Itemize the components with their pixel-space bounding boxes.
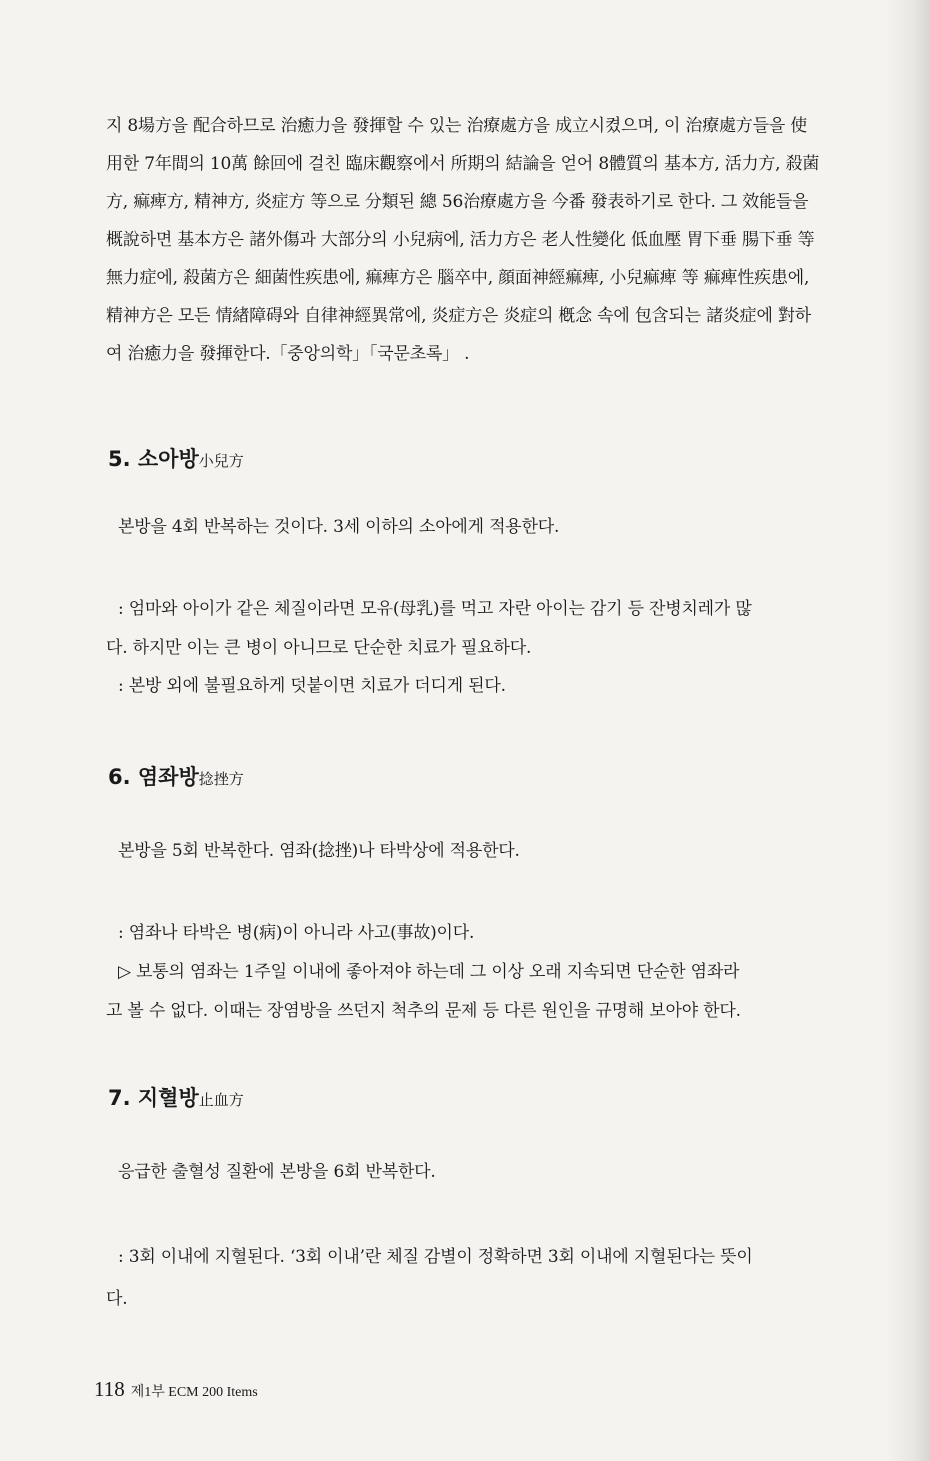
- section-5-heading: [108, 446, 244, 474]
- section-6-heading: [108, 764, 244, 792]
- section-5-line: 본방을 4회 반복하는 것이다. 3세 이하의 소아에게 적용한다.: [118, 517, 560, 537]
- paragraph-line: 用한 7年間의 10萬 餘回에 걸친 臨床觀察에서 所期의 結論을 얻어 8體質의 基本方, 活力方, 殺菌: [106, 154, 820, 174]
- paragraph-line: 지 8場方을 配合하므로 治癒力을 發揮할 수 있는 治療處方을 成立시켰으며, 이 治療處方들을 使: [106, 116, 808, 136]
- section-5-line: : 엄마와 아이가 같은 체질이라면 모유(母乳)를 먹고 자란 아이는 감기 등 잔병치레가 많: [118, 599, 752, 619]
- running-title: 제1부 ECM 200 Items: [130, 1385, 258, 1400]
- section-7-heading: [108, 1085, 244, 1113]
- section-7-line: 다.: [106, 1289, 128, 1309]
- paragraph-line: 概說하면 基本方은 諸外傷과 大部分의 小兒病에, 活力方은 老人性變化 低血壓 胃下垂 腸下垂 等: [106, 230, 815, 250]
- section-6-line: ▷ 보통의 염좌는 1주일 이내에 좋아져야 하는데 그 이상 오래 지속되면 단순한 염좌라: [118, 962, 740, 982]
- paragraph-line: 方, 痲痺方, 精神方, 炎症方 等으로 分類된 總 56治療處方을 今番 發表하기로 한다. 그 效能들을: [106, 192, 809, 212]
- section-5-line: : 본방 외에 불필요하게 덧붙이면 치료가 더디게 된다.: [118, 676, 506, 696]
- page-number: 118: [94, 1377, 125, 1401]
- section-6-line: : 염좌나 타박은 병(病)이 아니라 사고(事故)이다.: [118, 923, 475, 943]
- page-edge-shadow: [886, 0, 930, 1461]
- paragraph-line: 無力症에, 殺菌方은 細菌性疾患에, 痲痺方은 腦卒中, 顔面神經痲痺, 小兒痲痺 等 痲痺性疾患에,: [106, 268, 810, 288]
- page-footer: [94, 1377, 258, 1402]
- paragraph-line: 여 治癒力을 發揮한다.「중앙의학」「국문초록」 .: [106, 344, 470, 364]
- section-6-line: 고 볼 수 없다. 이때는 장염방을 쓰던지 척추의 문제 등 다른 원인을 규명해 보아야 한다.: [106, 1001, 741, 1021]
- section-5-title: 5. 소아방: [108, 447, 199, 471]
- paragraph-line: 精神方은 모든 情緖障碍와 自律神經異常에, 炎症方은 炎症의 槪念 속에 包含되는 諸炎症에 對하: [106, 306, 811, 326]
- section-6-hanja: 捻挫方: [198, 770, 244, 788]
- section-5-line: 다. 하지만 이는 큰 병이 아니므로 단순한 치료가 필요하다.: [106, 638, 532, 658]
- section-7-title: 7. 지혈방: [108, 1086, 199, 1110]
- section-5-hanja: 小兒方: [198, 452, 244, 470]
- section-7-line: 응급한 출혈성 질환에 본방을 6회 반복한다.: [118, 1162, 436, 1182]
- section-6-line: 본방을 5회 반복한다. 염좌(捻挫)나 타박상에 적용한다.: [118, 841, 520, 861]
- section-6-title: 6. 염좌방: [108, 765, 199, 789]
- section-7-hanja: 止血方: [198, 1091, 244, 1109]
- section-7-line: : 3회 이내에 지혈된다. ‘3회 이내’란 체질 감별이 정확하면 3회 이내에 지혈된다는 뜻이: [118, 1247, 753, 1267]
